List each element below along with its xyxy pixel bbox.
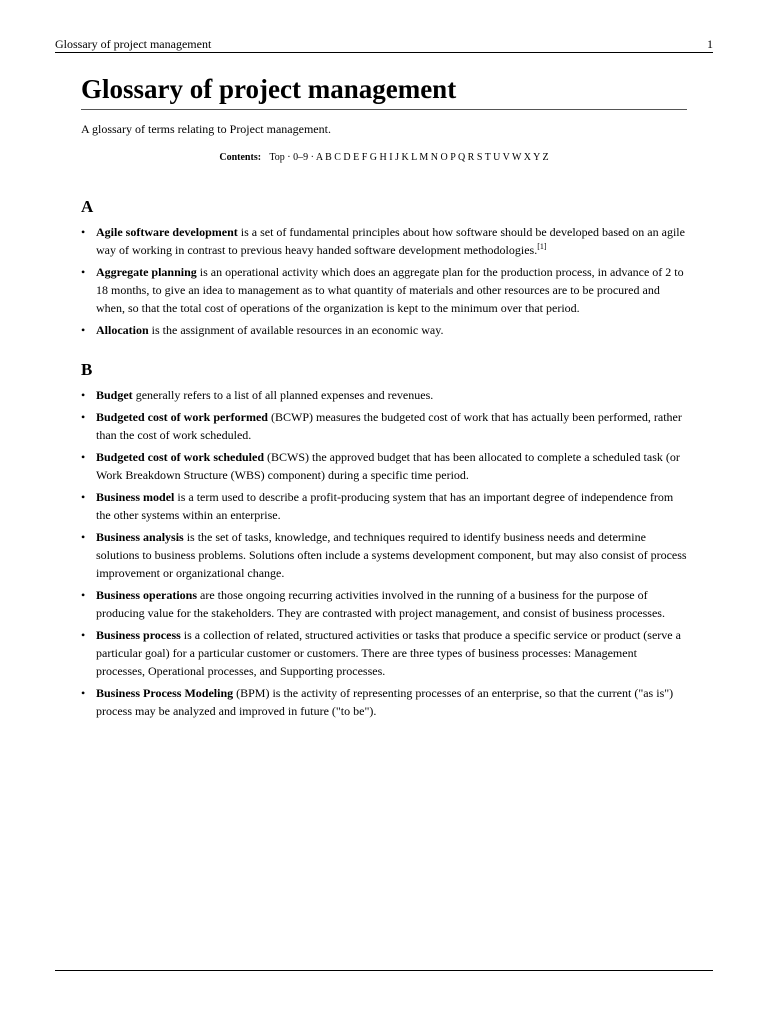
bullet-icon: •	[81, 490, 86, 504]
reference-link[interactable]: [1]	[537, 242, 547, 251]
bullet-icon: •	[81, 410, 86, 424]
term-definition: is the assignment of available resources in an economic way.	[148, 323, 444, 337]
term-definition: is a set of fundamental principles about how software should be developed based on an agile way of working in contrast to previous heavy handed software development methodologies.	[96, 225, 685, 257]
list-item	[81, 408, 687, 444]
list-item	[81, 263, 687, 317]
list-item	[81, 386, 687, 404]
bullet-icon: •	[81, 265, 86, 279]
footer-rule	[55, 970, 713, 971]
term-definition: (BCWP) measures the budgeted cost of work that has actually been performed, rather than the cost of work scheduled.	[96, 410, 682, 442]
contents-links[interactable]: Top · 0–9 · A B C D E F G H I J K L M N O P Q R S T U V W X Y Z	[269, 152, 549, 163]
term-list-b	[81, 386, 687, 720]
bullet-icon: •	[81, 628, 86, 642]
term-definition: (BCWS) the approved budget that has been allocated to complete a scheduled task (or Work Breakdown Structure (WBS) component) during a specific time period.	[96, 450, 680, 482]
term-list-a	[81, 223, 687, 339]
term-definition: (BPM) is the activity of representing processes of an enterprise, so that the current ("as is") process may be analyzed and improved in future ("to be").	[96, 686, 674, 718]
bullet-icon: •	[81, 323, 86, 337]
term-name: Budgeted cost of work performed	[96, 410, 268, 424]
intro-text: A glossary of terms relating to Project management.	[81, 122, 331, 136]
list-item	[81, 448, 687, 484]
bullet-icon: •	[81, 450, 86, 464]
list-item	[81, 684, 687, 720]
term-name: Business model	[96, 490, 175, 504]
page-title: Glossary of project management	[81, 72, 687, 110]
term-definition: generally refers to a list of all planned expenses and revenues.	[132, 388, 434, 402]
term-name: Budget	[96, 388, 133, 402]
term-name: Budgeted cost of work scheduled	[96, 450, 265, 464]
bullet-icon: •	[81, 588, 86, 602]
term-name: Business process	[96, 628, 181, 642]
section-heading-b: B	[81, 360, 93, 379]
bullet-icon: •	[81, 225, 86, 239]
running-title: Glossary of project management	[55, 37, 212, 51]
term-definition: is an operational activity which does an aggregate plan for the production process, in advance of 2 to 18 months, to give an idea to management as to what quantity of materials and other resources are to be procured and when, so that the total cost of operations of the organization is kept to the minimum over that period.	[96, 265, 684, 315]
bullet-icon: •	[81, 388, 86, 402]
section-heading-a: A	[81, 197, 94, 216]
term-name: Business analysis	[96, 530, 184, 544]
term-definition: is a collection of related, structured activities or tasks that produce a specific service or product (serve a particular goal) for a particular customer or customers. There are three types of business processes: Management processes, Operational processes, and Supporting processes.	[96, 628, 681, 678]
term-name: Aggregate planning	[96, 265, 197, 279]
term-name: Business Process Modeling	[96, 686, 234, 700]
list-item	[81, 223, 687, 259]
contents-nav	[0, 151, 768, 165]
bullet-icon: •	[81, 530, 86, 544]
list-item	[81, 528, 687, 582]
list-item	[81, 626, 687, 680]
bullet-icon: •	[81, 686, 86, 700]
page-number: 1	[707, 37, 713, 51]
term-definition: are those ongoing recurring activities involved in the running of a business for the purpose of producing value for the stakeholders. They are contrasted with project management, and consist of business processes.	[96, 588, 665, 620]
contents-label: Contents:	[219, 152, 262, 163]
list-item	[81, 488, 687, 524]
term-name: Business operations	[96, 588, 198, 602]
glossary-body	[81, 196, 687, 724]
term-definition: is a term used to describe a profit-producing system that has an important degree of independence from the other systems within an enterprise.	[96, 490, 674, 522]
running-header	[55, 36, 713, 53]
list-item	[81, 586, 687, 622]
term-definition: is the set of tasks, knowledge, and techniques required to identify business needs and determine solutions to business problems. Solutions often include a systems development component, but may also consist of process improvement or organizational change.	[96, 530, 687, 580]
term-name: Agile software development	[96, 225, 238, 239]
list-item	[81, 321, 687, 339]
term-name: Allocation	[96, 323, 149, 337]
